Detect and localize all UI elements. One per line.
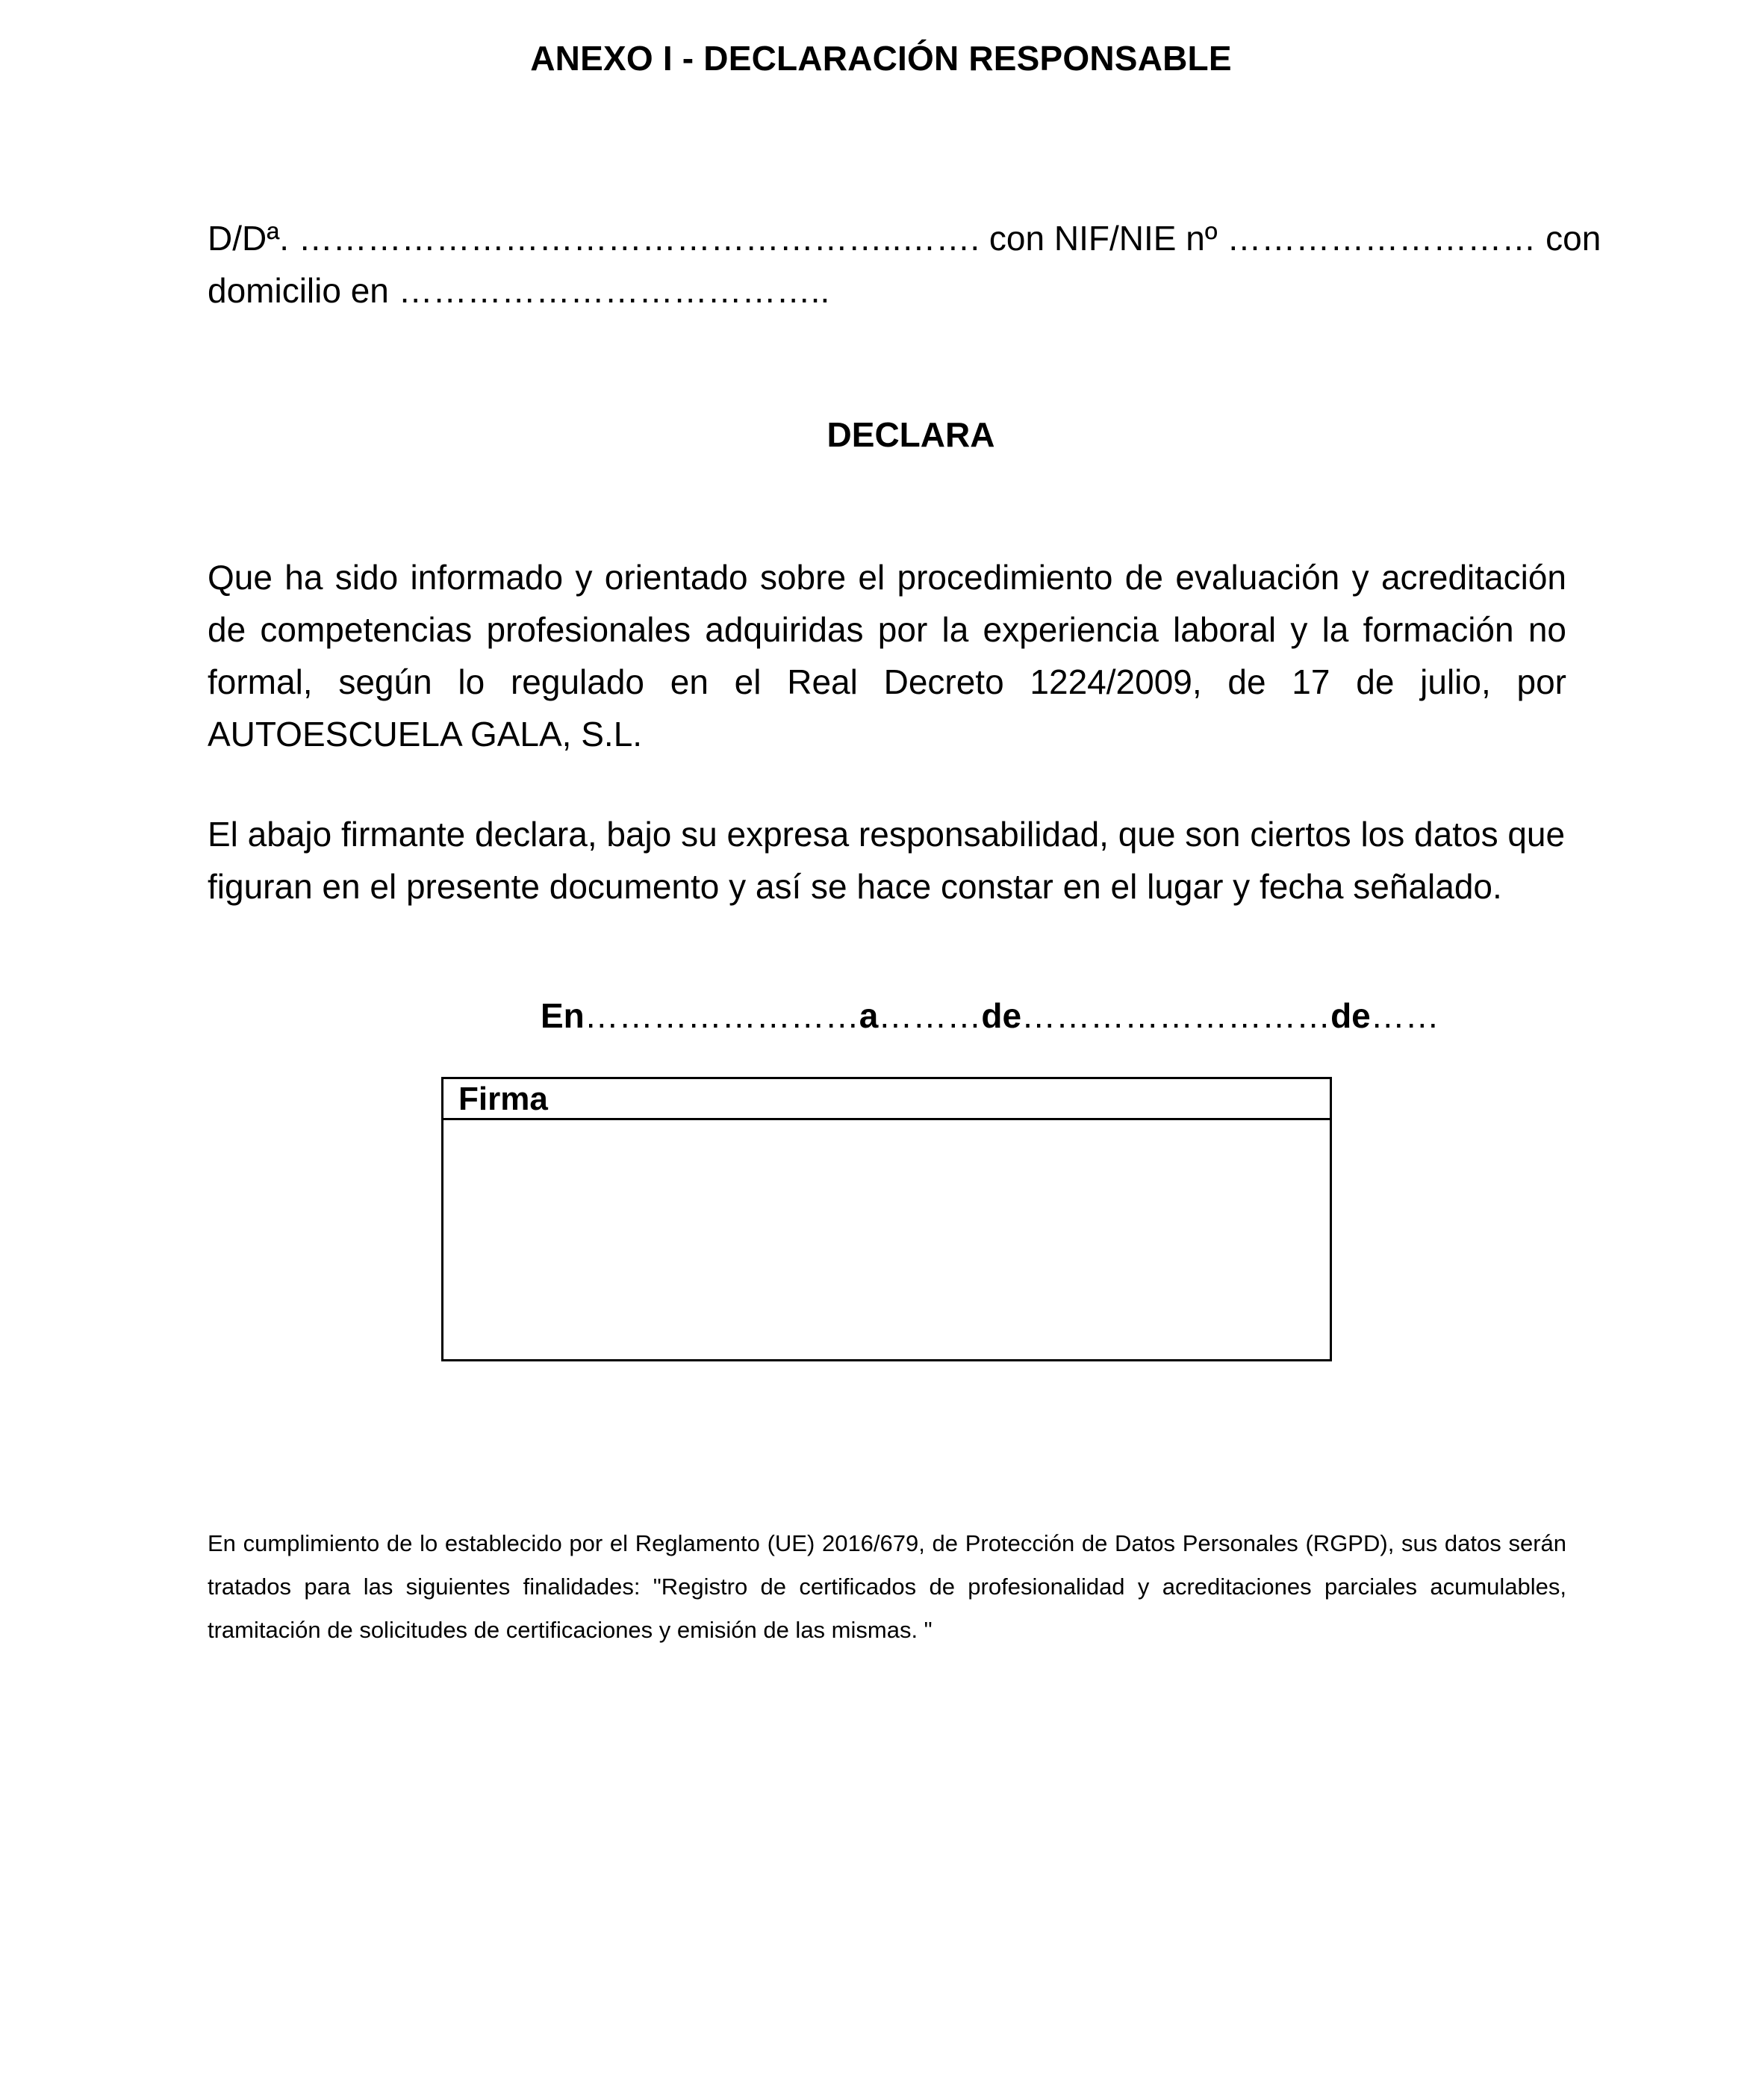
date-place-blank: ……………………: [584, 996, 859, 1035]
declarant-info: [208, 212, 1601, 317]
date-year-blank: ……: [1370, 996, 1439, 1035]
declarant-address-line: domicilio en ………………………………..: [208, 271, 830, 310]
signature-area[interactable]: [443, 1120, 1330, 1359]
signature-box: [441, 1077, 1332, 1361]
signature-header: [443, 1079, 1330, 1120]
date-day-blank: ………: [878, 996, 982, 1035]
place-date-line: [541, 993, 1439, 1038]
signature-label: Firma: [458, 1081, 548, 1117]
date-month-blank: ………………………: [1021, 996, 1331, 1035]
date-de-label-2: de: [1330, 996, 1371, 1035]
declara-heading: DECLARA: [826, 415, 995, 454]
declarant-name-nif-line: D/Dª. ……………………………………………..……. con NIF/NIE nº ……………………… con: [208, 219, 1601, 258]
date-de-label-1: de: [981, 996, 1022, 1035]
document-title: ANEXO I - DECLARACIÓN RESPONSABLE: [530, 39, 1232, 78]
date-a-label: a: [859, 996, 879, 1035]
data-protection-notice: En cumplimiento de lo establecido por el Reglamento (UE) 2016/679, de Protección de Datos Personales (RGPD), sus datos serán tratados para las siguientes finalidades: "Registro de certificados de profesionalidad y acreditaciones parciales acumulables, tramitación de solicitudes de certificaciones y emisión de las mismas. ": [208, 1530, 1566, 1643]
date-en-label: En: [541, 996, 585, 1035]
declaration-paragraph-1: Que ha sido informado y orientado sobre el procedimiento de evaluación y acreditación de competencias profesionales adquiridas por la experiencia laboral y la formación no formal, según lo regulado en el Real Decreto 1224/2009, de 17 de julio, por AUTOESCUELA GALA, S.L.: [208, 558, 1566, 754]
declaration-paragraph-2: El abajo firmante declara, bajo su expresa responsabilidad, que son ciertos los datos que figuran en el presente documento y así se hace constar en el lugar y fecha señalado.: [208, 815, 1566, 906]
